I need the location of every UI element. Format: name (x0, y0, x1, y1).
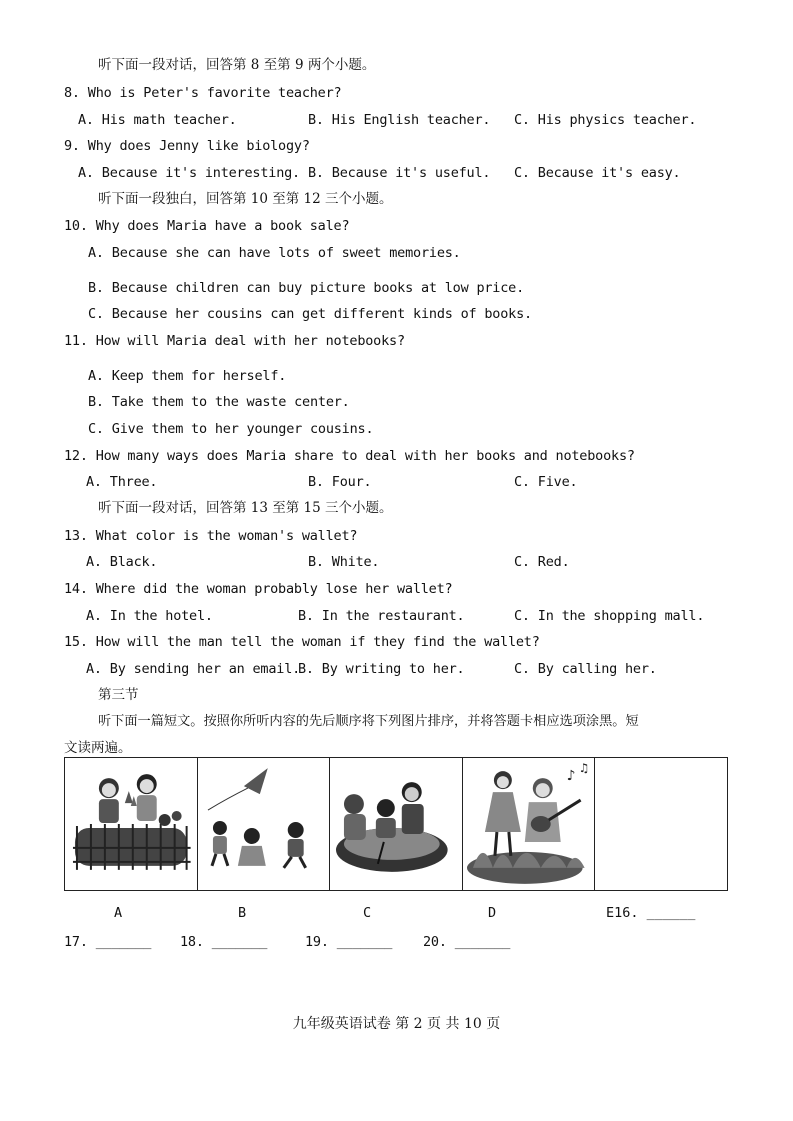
question-10: 10. Why does Maria have a book sale? (64, 218, 350, 234)
gardening-kids-illustration (65, 758, 197, 890)
question-8: 8. Who is Peter's favorite teacher? (64, 85, 342, 101)
part3-title: 第三节 (98, 687, 139, 703)
q8-option-b: B. His English teacher. (308, 112, 491, 128)
q12-option-c: C. Five. (514, 474, 578, 490)
q13-option-a: A. Black. (86, 554, 158, 570)
question-11: 11. How will Maria deal with her notebooks? (64, 333, 405, 349)
q14-option-c: C. In the shopping mall. (514, 608, 705, 624)
q10-option-a: A. Because she can have lots of sweet memories. (88, 245, 461, 261)
pic-label-e16: E16. ______ (606, 905, 696, 921)
section-intro-3: 听下面一段对话，回答第 13 至第 15 三个小题。 (98, 500, 393, 516)
svg-text:♪: ♪ (566, 768, 576, 785)
pic-label-b: B (238, 905, 247, 921)
q13-option-b: B. White. (308, 554, 380, 570)
answer-20: 20. _______ (423, 934, 511, 950)
section-intro-2: 听下面一段独白，回答第 10 至第 12 三个小题。 (98, 191, 393, 207)
question-14: 14. Where did the woman probably lose her wallet? (64, 581, 453, 597)
picture-table (64, 757, 728, 891)
q10-option-b: B. Because children can buy picture books at low price. (88, 280, 525, 296)
q8-option-c: C. His physics teacher. (514, 112, 697, 128)
q15-option-a: A. By sending her an email. (86, 661, 301, 677)
answer-19: 19. _______ (305, 934, 393, 950)
pic-label-a: A (114, 905, 123, 921)
page-footer: 九年级英语试卷 第 2 页 共 10 页 (292, 1016, 501, 1032)
picture-d (463, 758, 596, 890)
q11-option-b: B. Take them to the waste center. (88, 394, 350, 410)
q11-option-a: A. Keep them for herself. (88, 368, 287, 384)
boating-illustration (330, 758, 462, 890)
part3-instruction-line1: 听下面一篇短文。按照你所听内容的先后顺序将下列图片排序，并将答题卡相应选项涂黑。短 (98, 714, 639, 729)
q9-option-c: C. Because it's easy. (514, 165, 681, 181)
q11-option-c: C. Give them to her younger cousins. (88, 421, 374, 437)
question-15: 15. How will the man tell the woman if they find the wallet? (64, 634, 540, 650)
svg-text:♫: ♫ (578, 761, 590, 776)
question-13: 13. What color is the woman's wallet? (64, 528, 358, 544)
q14-option-b: B. In the restaurant. (298, 608, 465, 624)
q8-option-a: A. His math teacher. (78, 112, 237, 128)
q15-option-b: B. By writing to her. (298, 661, 465, 677)
pic-label-c: C (363, 905, 372, 921)
picture-b (198, 758, 331, 890)
pic-label-d: D (488, 905, 497, 921)
q13-option-c: C. Red. (514, 554, 570, 570)
q12-option-a: A. Three. (86, 474, 158, 490)
q9-option-b: B. Because it's useful. (308, 165, 491, 181)
question-9: 9. Why does Jenny like biology? (64, 138, 310, 154)
section-intro-1: 听下面一段对话，回答第 8 至第 9 两个小题。 (98, 57, 376, 73)
q9-option-a: A. Because it's interesting. (78, 165, 300, 181)
picture-a (65, 758, 198, 890)
q14-option-a: A. In the hotel. (86, 608, 213, 624)
q15-option-c: C. By calling her. (514, 661, 657, 677)
kite-kids-illustration (198, 758, 330, 890)
answer-17: 17. _______ (64, 934, 152, 950)
singing-guitar-illustration (463, 758, 595, 890)
picture-c (330, 758, 463, 890)
q12-option-b: B. Four. (308, 474, 372, 490)
part3-instruction-line2: 文读两遍。 (64, 740, 132, 756)
question-12: 12. How many ways does Maria share to deal with her books and notebooks? (64, 448, 635, 464)
answer-18: 18. _______ (180, 934, 268, 950)
picture-e-blank (595, 758, 727, 890)
q10-option-c: C. Because her cousins can get different kinds of books. (88, 306, 532, 322)
